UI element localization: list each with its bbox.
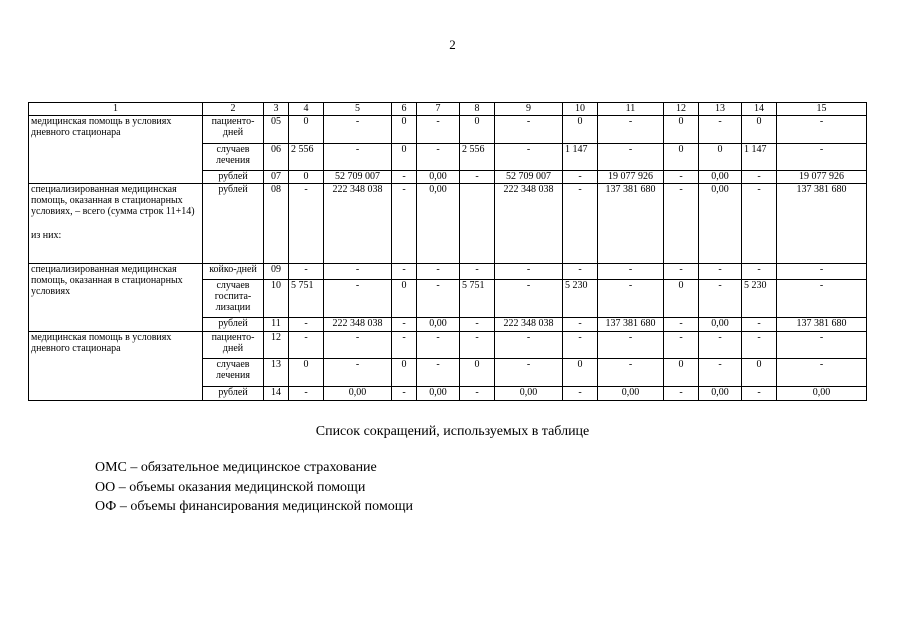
- data-cell: 222 348 038: [324, 318, 392, 332]
- data-cell: -: [417, 116, 460, 144]
- data-cell: -: [777, 116, 867, 144]
- line-number-cell: 09: [264, 264, 289, 280]
- data-cell: -: [699, 359, 742, 387]
- header-cell: 6: [392, 103, 417, 116]
- data-cell: 0,00: [699, 171, 742, 184]
- table-row: [29, 332, 867, 359]
- data-cell: 5 751: [289, 280, 324, 318]
- unit-cell: случаев лечения: [203, 359, 264, 387]
- data-cell: [460, 184, 495, 264]
- data-cell: 5 230: [742, 280, 777, 318]
- unit-cell: рублей: [203, 171, 264, 184]
- line-number-cell: 05: [264, 116, 289, 144]
- abbreviations-title: Список сокращений, используемых в таблице: [315, 424, 590, 439]
- unit-cell: случаев лечения: [203, 144, 264, 171]
- data-cell: 0,00: [598, 387, 664, 401]
- header-cell: 1: [29, 103, 203, 116]
- data-cell: -: [460, 318, 495, 332]
- unit-cell: рублей: [203, 387, 264, 401]
- header-cell: 2: [203, 103, 264, 116]
- table-row: [29, 264, 867, 280]
- data-cell: 0: [664, 280, 699, 318]
- data-cell: -: [460, 387, 495, 401]
- row-group-name: [29, 264, 203, 332]
- data-cell: -: [598, 116, 664, 144]
- row-group-label: медицинская помощь в условиях дневного стационара: [31, 116, 172, 138]
- data-cell: 0: [392, 359, 417, 387]
- header-cell: 8: [460, 103, 495, 116]
- table-row: [29, 184, 867, 264]
- data-cell: -: [664, 332, 699, 359]
- data-cell: 1 147: [563, 144, 598, 171]
- unit-cell: пациенто-дней: [203, 332, 264, 359]
- data-cell: -: [289, 264, 324, 280]
- data-cell: -: [289, 387, 324, 401]
- data-cell: -: [392, 332, 417, 359]
- data-cell: -: [598, 280, 664, 318]
- data-cell: -: [460, 264, 495, 280]
- data-cell: 0: [289, 116, 324, 144]
- data-cell: 0: [664, 116, 699, 144]
- row-group-name: [29, 116, 203, 184]
- header-cell: 3: [264, 103, 289, 116]
- row-group-label: медицинская помощь в условиях дневного стационара: [31, 332, 172, 354]
- data-cell: -: [417, 144, 460, 171]
- line-number-cell: 12: [264, 332, 289, 359]
- header-cell: 7: [417, 103, 460, 116]
- header-cell: 5: [324, 103, 392, 116]
- abbreviation-item: ОФ – объемы финансирования медицинской помощи: [95, 499, 414, 514]
- data-cell: -: [598, 359, 664, 387]
- data-cell: -: [495, 264, 563, 280]
- data-cell: 1 147: [742, 144, 777, 171]
- data-cell: -: [392, 184, 417, 264]
- abbreviation-item: ОО – объемы оказания медицинской помощи: [95, 480, 366, 495]
- data-cell: -: [495, 359, 563, 387]
- data-cell: 0: [699, 144, 742, 171]
- data-cell: 19 077 926: [777, 171, 867, 184]
- data-cell: -: [563, 171, 598, 184]
- data-cell: -: [742, 184, 777, 264]
- unit-cell: пациенто-дней: [203, 116, 264, 144]
- data-cell: 0: [563, 116, 598, 144]
- data-cell: 0: [392, 116, 417, 144]
- data-cell: -: [495, 280, 563, 318]
- data-cell: 137 381 680: [598, 318, 664, 332]
- abbreviation-item: ОМС – обязательное медицинское страхование: [95, 460, 377, 475]
- data-cell: -: [742, 264, 777, 280]
- unit-cell: рублей: [203, 184, 264, 264]
- data-cell: -: [460, 332, 495, 359]
- data-cell: 0,00: [699, 318, 742, 332]
- row-group-name: [29, 184, 203, 264]
- header-cell: 12: [664, 103, 699, 116]
- unit-cell: случаев госпита-лизации: [203, 280, 264, 318]
- data-cell: 0,00: [777, 387, 867, 401]
- data-cell: 52 709 007: [324, 171, 392, 184]
- data-cell: 0,00: [417, 184, 460, 264]
- data-cell: 137 381 680: [598, 184, 664, 264]
- data-cell: -: [392, 318, 417, 332]
- data-cell: -: [742, 387, 777, 401]
- data-cell: -: [495, 116, 563, 144]
- line-number-cell: 11: [264, 318, 289, 332]
- data-cell: 222 348 038: [495, 184, 563, 264]
- data-cell: -: [777, 144, 867, 171]
- data-cell: -: [392, 387, 417, 401]
- data-cell: -: [598, 264, 664, 280]
- data-cell: 19 077 926: [598, 171, 664, 184]
- data-cell: -: [324, 116, 392, 144]
- line-number-cell: 08: [264, 184, 289, 264]
- data-cell: 0,00: [495, 387, 563, 401]
- data-cell: -: [289, 318, 324, 332]
- data-cell: 52 709 007: [495, 171, 563, 184]
- header-cell: 13: [699, 103, 742, 116]
- data-cell: -: [598, 144, 664, 171]
- unit-cell: койко-дней: [203, 264, 264, 280]
- data-cell: -: [664, 184, 699, 264]
- data-cell: -: [324, 264, 392, 280]
- header-cell: 15: [777, 103, 867, 116]
- data-table: [28, 102, 867, 401]
- data-cell: -: [563, 264, 598, 280]
- header-cell: 4: [289, 103, 324, 116]
- data-cell: -: [289, 184, 324, 264]
- data-cell: 2 556: [460, 144, 495, 171]
- data-cell: 222 348 038: [324, 184, 392, 264]
- data-cell: 222 348 038: [495, 318, 563, 332]
- data-cell: -: [563, 184, 598, 264]
- data-cell: -: [742, 332, 777, 359]
- data-cell: 2 556: [289, 144, 324, 171]
- data-cell: -: [417, 280, 460, 318]
- data-cell: 0,00: [324, 387, 392, 401]
- data-cell: -: [777, 264, 867, 280]
- data-cell: 0: [460, 116, 495, 144]
- data-cell: -: [699, 264, 742, 280]
- data-cell: 0: [289, 359, 324, 387]
- data-cell: 0: [392, 280, 417, 318]
- line-number-cell: 14: [264, 387, 289, 401]
- data-cell: 0: [664, 359, 699, 387]
- table-row: [29, 116, 867, 144]
- data-cell: -: [417, 264, 460, 280]
- row-group-label: специализированная медицинская помощь, оказанная в стационарных условиях, – всего (сумма строк 11+14): [31, 184, 195, 217]
- data-cell: 137 381 680: [777, 318, 867, 332]
- data-cell: -: [324, 144, 392, 171]
- data-cell: -: [392, 171, 417, 184]
- data-cell: 0,00: [699, 387, 742, 401]
- data-cell: -: [563, 387, 598, 401]
- header-cell: 9: [495, 103, 563, 116]
- header-row: [29, 103, 867, 116]
- data-cell: -: [324, 280, 392, 318]
- data-cell: -: [324, 359, 392, 387]
- data-cell: -: [664, 318, 699, 332]
- data-cell: -: [664, 171, 699, 184]
- data-cell: -: [460, 171, 495, 184]
- line-number-cell: 06: [264, 144, 289, 171]
- data-cell: -: [664, 387, 699, 401]
- page-number: 2: [449, 37, 456, 52]
- data-cell: 0: [664, 144, 699, 171]
- header-cell: 10: [563, 103, 598, 116]
- line-number-cell: 07: [264, 171, 289, 184]
- data-cell: 0,00: [417, 318, 460, 332]
- data-cell: 0: [392, 144, 417, 171]
- line-number-cell: 10: [264, 280, 289, 318]
- data-cell: 0: [742, 116, 777, 144]
- data-cell: -: [417, 359, 460, 387]
- data-cell: 5 230: [563, 280, 598, 318]
- data-cell: -: [699, 280, 742, 318]
- data-cell: 0: [563, 359, 598, 387]
- data-cell: -: [699, 116, 742, 144]
- row-group-name: [29, 332, 203, 401]
- data-cell: -: [563, 332, 598, 359]
- data-cell: -: [392, 264, 417, 280]
- data-cell: -: [664, 264, 699, 280]
- data-cell: 0: [460, 359, 495, 387]
- data-cell: -: [777, 280, 867, 318]
- data-cell: -: [777, 359, 867, 387]
- data-cell: -: [742, 171, 777, 184]
- header-cell: 14: [742, 103, 777, 116]
- data-cell: -: [598, 332, 664, 359]
- data-cell: -: [699, 332, 742, 359]
- data-cell: -: [563, 318, 598, 332]
- data-cell: -: [289, 332, 324, 359]
- row-group-label: специализированная медицинская помощь, оказанная в стационарных условиях: [31, 264, 183, 297]
- data-cell: -: [495, 332, 563, 359]
- data-cell: -: [742, 318, 777, 332]
- data-cell: -: [777, 332, 867, 359]
- data-cell: 0: [742, 359, 777, 387]
- data-cell: 0,00: [699, 184, 742, 264]
- data-cell: 5 751: [460, 280, 495, 318]
- row-group-note: из них:: [31, 230, 62, 241]
- data-cell: -: [417, 332, 460, 359]
- header-cell: 11: [598, 103, 664, 116]
- data-cell: 0,00: [417, 171, 460, 184]
- data-cell: -: [324, 332, 392, 359]
- data-cell: 0: [289, 171, 324, 184]
- data-cell: 137 381 680: [777, 184, 867, 264]
- data-cell: -: [495, 144, 563, 171]
- unit-cell: рублей: [203, 318, 264, 332]
- line-number-cell: 13: [264, 359, 289, 387]
- data-cell: 0,00: [417, 387, 460, 401]
